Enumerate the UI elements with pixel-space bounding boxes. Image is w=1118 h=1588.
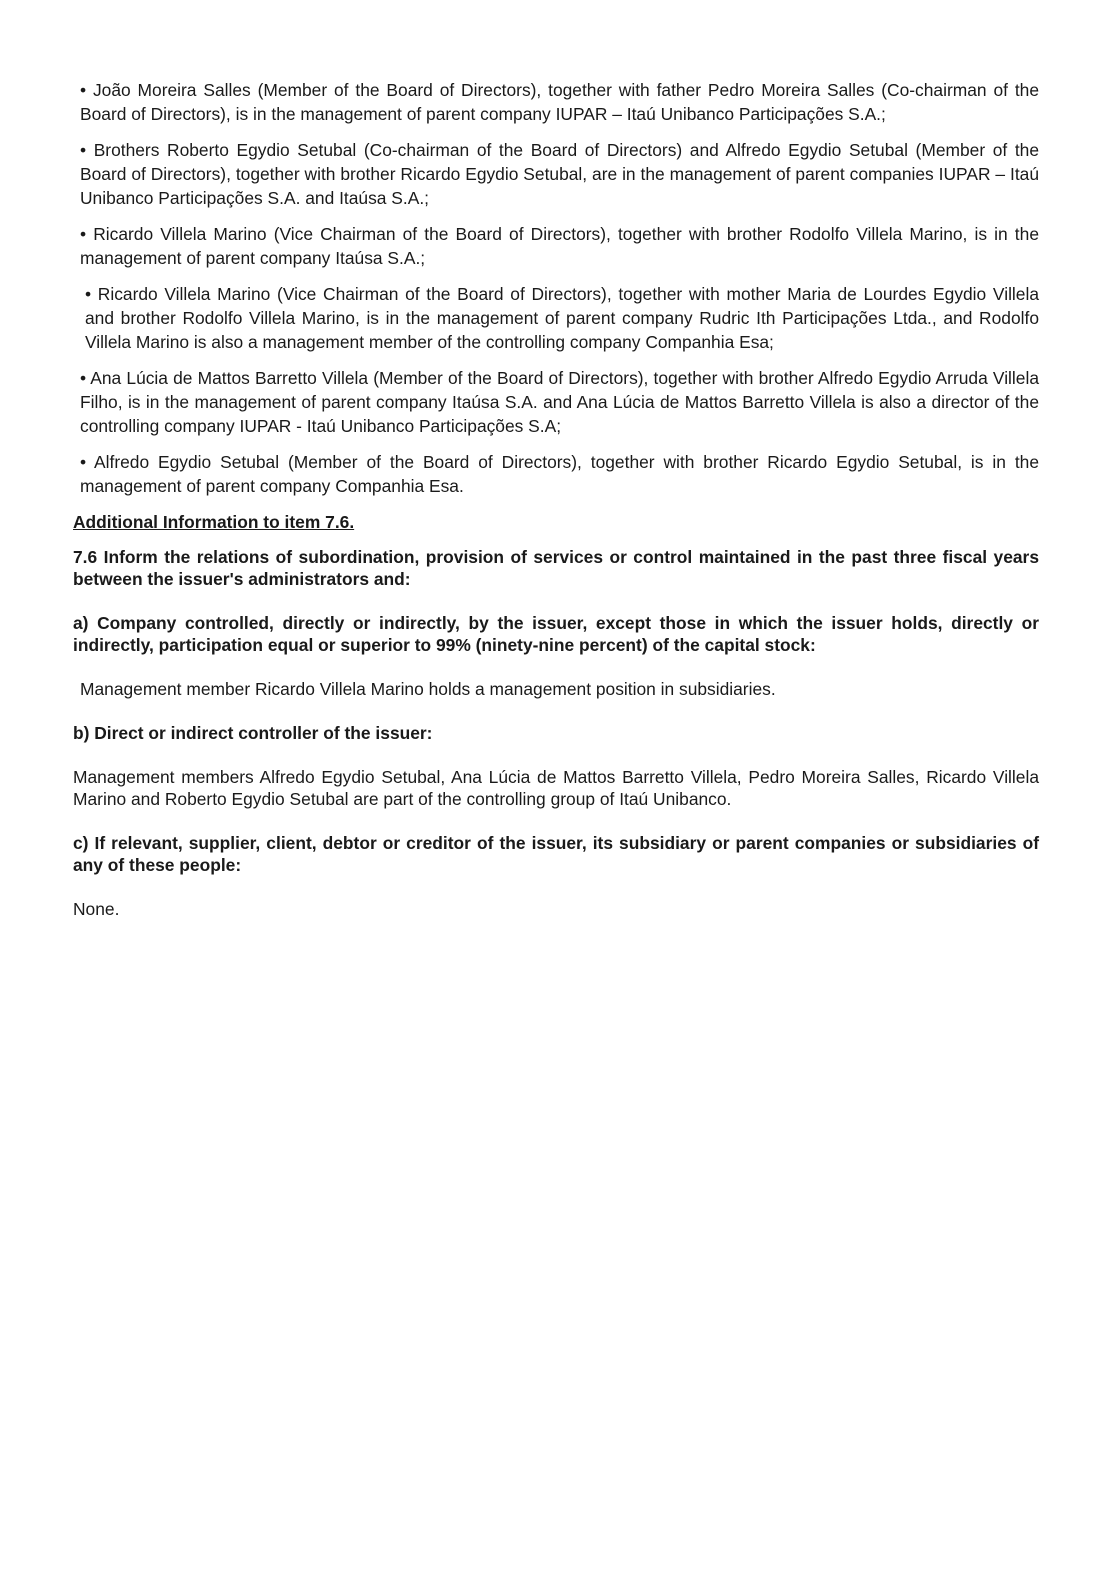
item-c-answer: None. — [73, 899, 120, 919]
bullet-paragraph: • Alfredo Egydio Setubal (Member of the Board of Directors), together with brother Ricardo Egydio Setubal, is in the management of parent company Companhia Esa. — [80, 452, 1039, 496]
additional-info-heading: Additional Information to item 7.6. — [73, 512, 355, 532]
item-c-question: c) If relevant, supplier, client, debtor or creditor of the issuer, its subsidiary or parent companies or subsidiaries of any of these people: — [73, 833, 1039, 875]
item-b-question: b) Direct or indirect controller of the issuer: — [73, 723, 433, 743]
item-a-answer: Management member Ricardo Villela Marino holds a management position in subsidiaries. — [80, 679, 776, 699]
bullet-paragraph: • João Moreira Salles (Member of the Board of Directors), together with father Pedro Moreira Salles (Co-chairman of the Board of Directors), is in the management of parent company IUPAR – Itaú Unibanco Participações S.A.; — [80, 80, 1039, 124]
bullet-paragraph: • Ricardo Villela Marino (Vice Chairman of the Board of Directors), together with brother Rodolfo Villela Marino, is in the management of parent company Itaúsa S.A.; — [80, 224, 1039, 268]
bullet-paragraph: • Ricardo Villela Marino (Vice Chairman of the Board of Directors), together with mother Maria de Lourdes Egydio Villela and brother Rodolfo Villela Marino, is in the management of parent company Rudric Ith Participações Ltda., and Rodolfo Villela Marino is also a management member of the controlling company Companhia Esa; — [85, 284, 1039, 352]
item-a-question: a) Company controlled, directly or indirectly, by the issuer, except those in which the issuer holds, directly or indirectly, participation equal or superior to 99% (ninety-nine percent) of the capital stock: — [73, 613, 1039, 655]
section-title: 7.6 Inform the relations of subordination, provision of services or control maintained in the past three fiscal years between the issuer's administrators and: — [73, 547, 1039, 589]
bullet-paragraph: • Ana Lúcia de Mattos Barretto Villela (Member of the Board of Directors), together with brother Alfredo Egydio Arruda Villela Filho, is in the management of parent company Itaúsa S.A. and Ana Lúcia de Mattos Barretto Villela is also a director of the controlling company IUPAR - Itaú Unibanco Participações S.A; — [80, 368, 1039, 436]
item-b-answer: Management members Alfredo Egydio Setubal, Ana Lúcia de Mattos Barretto Villela, Pedro Moreira Salles, Ricardo Villela Marino and Roberto Egydio Setubal are part of the controlling group of Itaú Unibanco. — [73, 767, 1039, 809]
bullet-paragraph: • Brothers Roberto Egydio Setubal (Co-chairman of the Board of Directors) and Alfredo Egydio Setubal (Member of the Board of Directors), together with brother Ricardo Egydio Setubal, are in the management of parent companies IUPAR – Itaú Unibanco Participações S.A. and Itaúsa S.A.; — [80, 140, 1039, 208]
document-page — [73, 78, 1039, 920]
